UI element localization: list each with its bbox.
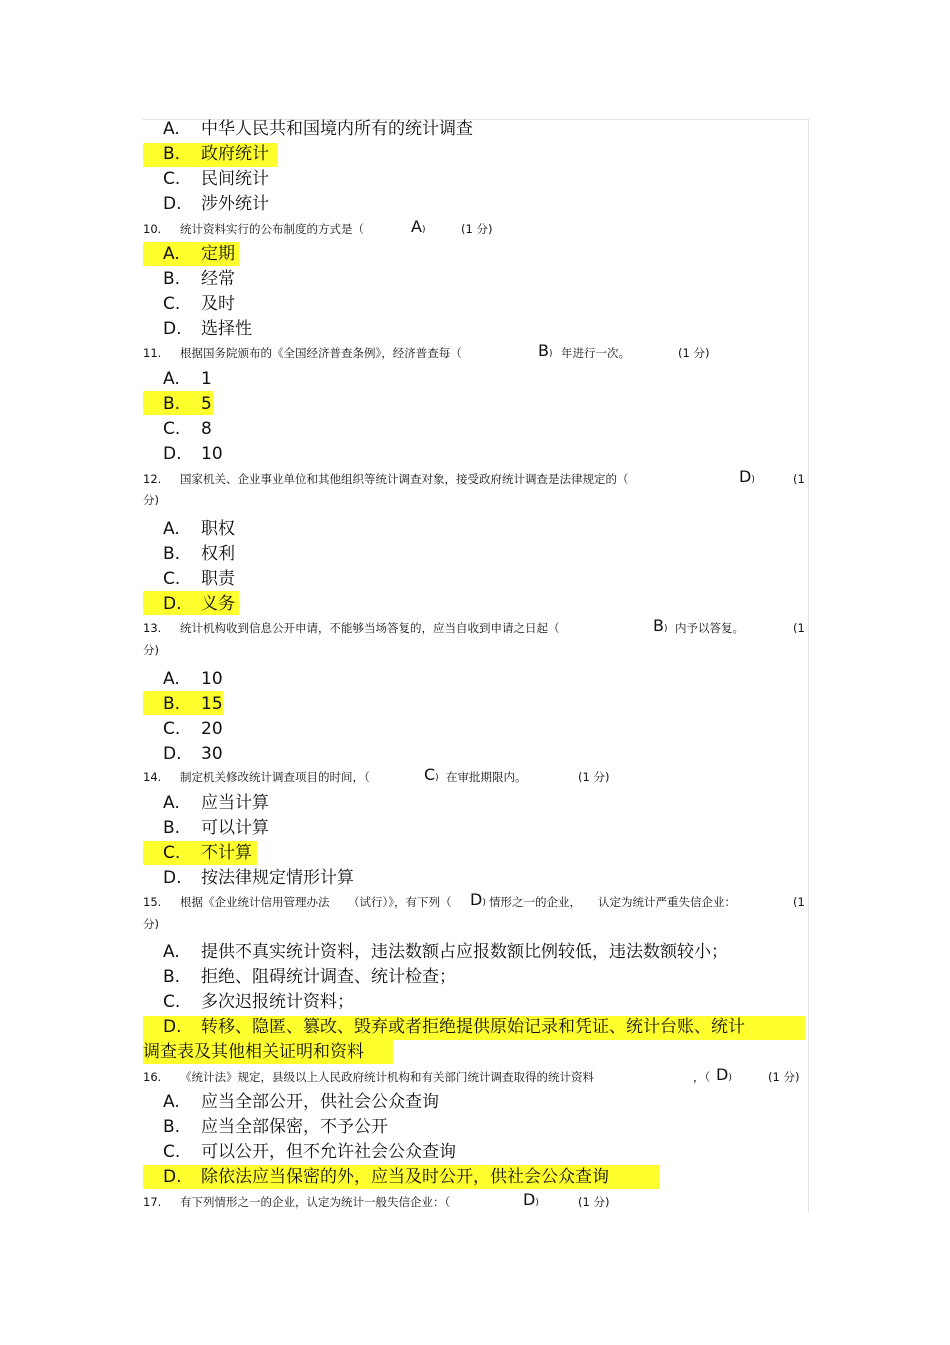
answer-mark: A) (411, 217, 426, 236)
question-13-score-cont: 分) (143, 643, 159, 657)
answer-mark: D) (739, 467, 755, 486)
answer-mark: D) (470, 890, 486, 909)
answer-mark: B) (538, 341, 553, 360)
answer-mark: D) (523, 1190, 539, 1209)
question-15-score-cont: 分) (143, 917, 159, 931)
answer-mark: D) (716, 1065, 732, 1084)
question-12-score-cont: 分) (143, 493, 159, 507)
answer-mark: B) (653, 616, 668, 635)
answer-mark: C) (424, 765, 439, 784)
